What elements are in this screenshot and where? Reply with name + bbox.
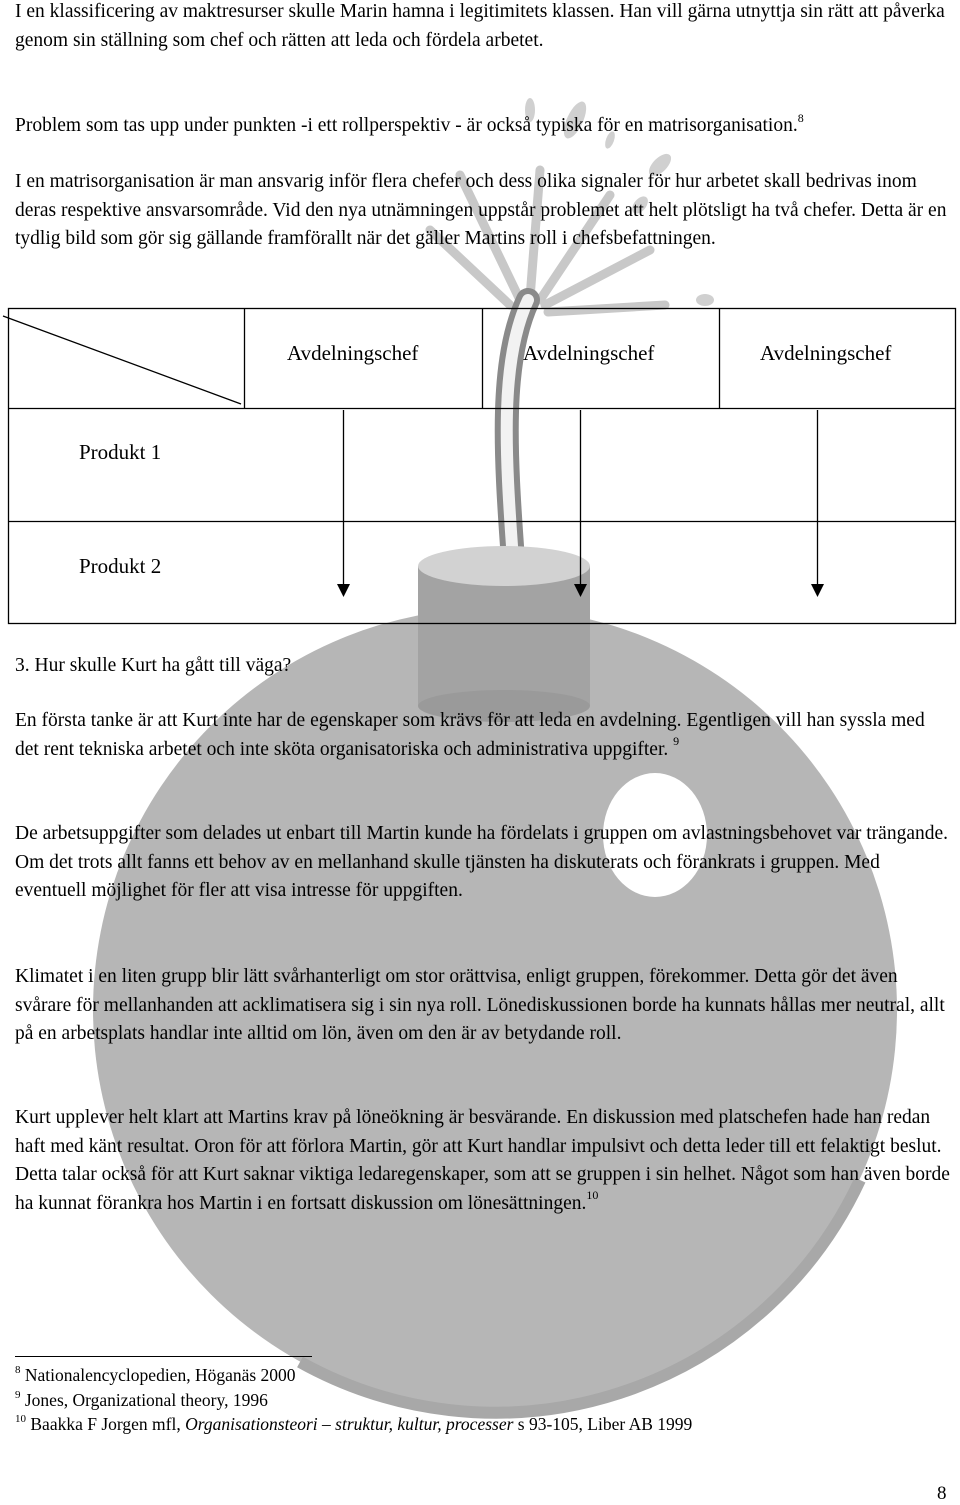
paragraph-1: I en klassificering av maktresurser skulle Marin hamna i legitimitets klassen. Han vill gärna utnyttja sin rätt att påverka genom sin ställning som chef och rätten att leda och fördela arbetet. [15, 1, 945, 51]
matrix-column-label-3: Avdelningschef [760, 341, 892, 365]
arrow-down-icon [574, 584, 587, 597]
paragraph-4-text: En första tanke är att Kurt inte har de egenskaper som krävs för att leda en avdelning. Egentligen vill han syssla med det rent tekniska arbetet och inte sköta organisatoriska och administrativa uppgifter. [15, 710, 925, 760]
arrow-down-icon [811, 584, 824, 597]
matrix-column-label-1: Avdelningschef [287, 341, 419, 365]
footnote-number: 9 [15, 1389, 21, 1402]
footnote-ref-8: 8 [797, 110, 804, 125]
paragraph-2 [15, 112, 950, 141]
matrix-row-label-2: Produkt 2 [79, 554, 162, 578]
matrix-column-label-2: Avdelningschef [523, 341, 655, 365]
footnote-text: Nationalencyclopedien, Höganäs 2000 [24, 1365, 296, 1385]
footnote-8 [15, 1364, 296, 1386]
footnote-text: Jones, Organizational theory, 1996 [24, 1390, 268, 1410]
footnote-9 [15, 1389, 268, 1411]
paragraph-7 [15, 1104, 950, 1218]
paragraph-3: I en matrisorganisation är man ansvarig inför flera chefer och dess olika signaler för hur arbetet skall bedrivas inom deras respektive ansvarsområde. Vid den nya utnämningen uppstår problemet att helt plötsligt ha två chefer. Detta är en tydlig bild som gör sig gällande framförallt när det gäller Martins roll i chefsbefattningen. [15, 171, 947, 250]
footnote-text: Baakka F Jorgen mfl, [30, 1414, 186, 1434]
footnote-text-end: s 93-105, Liber AB 1999 [513, 1414, 693, 1434]
paragraph-5: De arbetsuppgifter som delades ut enbart till Martin kunde ha fördelats i gruppen om avlastningsbehovet var trängande. Om det trots allt fanns ett behov av en mellanhand skulle tjänsten ha diskuterats och förankrats i gruppen. Med eventuell möjlighet för fler att visa intresse för uppgiften. [15, 823, 949, 902]
paragraph-6: Klimatet i en liten grupp blir lätt svårhanterligt om stor orättvisa, enligt gruppen, förekommer. Detta gör det även svårare för mellanhanden att acklimatisera sig i sin nya roll. Lönediskussionen borde ha kunnats hållas mer neutral, allt på en arbetsplats handlar inte alltid om lön, även om den är av betydande roll. [15, 966, 945, 1045]
footnote-ref-10: 10 [586, 1188, 599, 1203]
paragraph-7-text: Kurt upplever helt klart att Martins krav på löneökning är besvärande. En diskussion med platschefen hade han redan haft med känt resultat. Oron för att förlora Martin, gör att Kurt handlar impulsivt och detta leder till ett felaktigt beslut. Detta talar också för att Kurt saknar viktiga ledaregenskaper, som att se gruppen i sin helhet. Något som han även borde ha kunnat förankra hos Martin i en fortsatt diskussion om lönesättningen. [15, 1107, 950, 1214]
footnote-ref-9: 9 [673, 734, 680, 749]
footnote-number: 8 [15, 1364, 21, 1377]
matrix-row-label-1: Produkt 1 [79, 440, 162, 464]
footnote-separator [15, 1356, 312, 1357]
page-number: 8 [937, 1483, 947, 1504]
paragraph-4 [15, 707, 950, 764]
footnote-title: Organisationsteori – struktur, kultur, processer [185, 1414, 514, 1434]
paragraph-2-text: Problem som tas upp under punkten -i ett rollperspektiv - är också typiska för en matrisorganisation. [15, 115, 798, 136]
footnote-number: 10 [15, 1413, 26, 1426]
section-heading: 3. Hur skulle Kurt ha gått till väga? [15, 655, 292, 676]
arrow-down-icon [337, 584, 350, 597]
footnote-10 [15, 1413, 692, 1435]
